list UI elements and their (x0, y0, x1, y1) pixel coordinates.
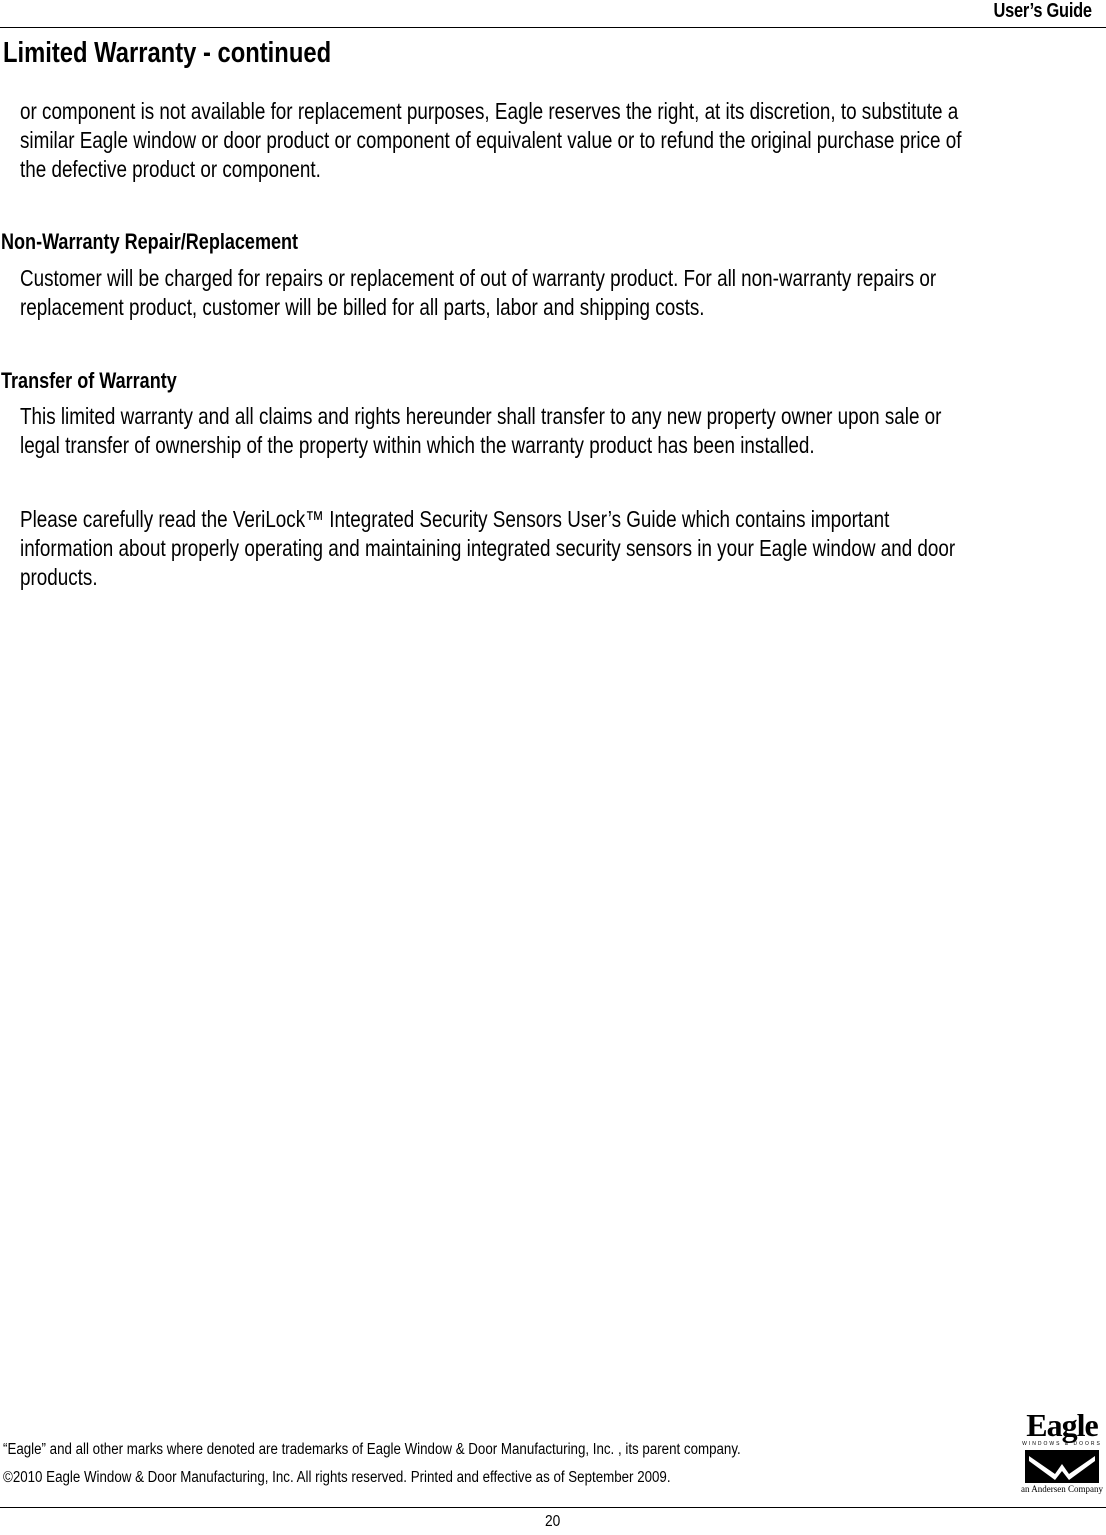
verilock-paragraph (20, 505, 1086, 592)
intro-line-1: or component is not available for replacement purposes, Eagle reserves the right, at its discretion, to substitute a (20, 98, 959, 124)
eagle-logo (1020, 1408, 1104, 1498)
transfer-heading: Transfer of Warranty (1, 368, 177, 393)
verilock-line-2: information about properly operating and maintaining integrated security sensors in your Eagle window and door (20, 535, 956, 561)
transfer-paragraph (20, 402, 1086, 460)
intro-line-2: similar Eagle window or door product or component of equivalent value or to refund the original purchase price of (20, 127, 962, 153)
verilock-line-3: products. (20, 564, 98, 590)
intro-line-3: the defective product or component. (20, 156, 321, 182)
verilock-line-1: Please carefully read the VeriLock™ Integrated Security Sensors User’s Guide which contains important (20, 506, 890, 532)
transfer-line-1: This limited warranty and all claims and rights hereunder shall transfer to any new property owner upon sale or (20, 403, 942, 429)
trademark-note: “Eagle” and all other marks where denoted are trademarks of Eagle Window & Door Manufacturing, Inc. , its parent company. (3, 1441, 741, 1458)
non-warranty-paragraph (20, 264, 1086, 322)
header-title: User’s Guide (993, 0, 1092, 22)
header-divider (0, 27, 1106, 28)
logo-wordmark: Eagle (1026, 1407, 1098, 1443)
logo-subline: WINDOWS & DOORS (1022, 1441, 1102, 1447)
footer-divider (0, 1507, 1106, 1508)
page-number: 20 (545, 1513, 561, 1530)
page-title: Limited Warranty - continued (3, 37, 332, 69)
intro-paragraph (20, 97, 1086, 184)
eagle-emblem-icon (1025, 1450, 1099, 1483)
copyright-note: ©2010 Eagle Window & Door Manufacturing, Inc. All rights reserved. Printed and effective as of September 2009. (3, 1469, 671, 1486)
non-warranty-heading: Non-Warranty Repair/Replacement (1, 229, 299, 254)
transfer-line-2: legal transfer of ownership of the property within which the warranty product has been installed. (20, 432, 815, 458)
logo-tagline: an Andersen Company (1021, 1484, 1103, 1494)
non-warranty-line-2: replacement product, customer will be billed for all parts, labor and shipping costs. (20, 294, 705, 320)
non-warranty-line-1: Customer will be charged for repairs or replacement of out of warranty product. For all non-warranty repairs or (20, 265, 937, 291)
